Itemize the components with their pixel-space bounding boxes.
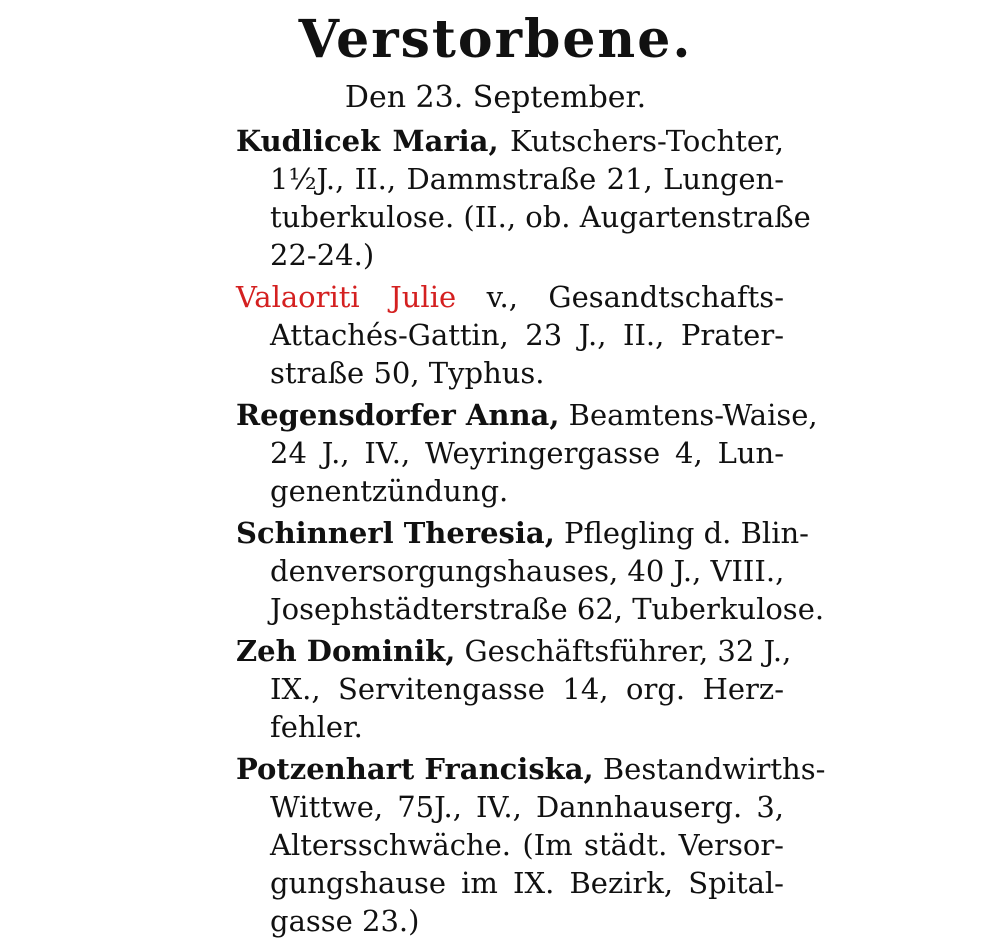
entry-text: denversorgungshauses, 40 J., VIII., (270, 554, 785, 588)
entry-continuation-line (236, 708, 784, 746)
highlighted-deceased-name: Valaoriti Julie (236, 280, 457, 314)
entry-first-line (236, 278, 784, 316)
entry-text: IX., Servitengasse 14, org. Herz- (270, 672, 784, 706)
entry-continuation-line (236, 354, 784, 392)
entry-text: fehler. (270, 710, 363, 744)
entry-text: Attachés-Gattin, 23 J., II., Prater- (270, 318, 784, 352)
deceased-name: Kudlicek Maria, (236, 124, 499, 158)
entry-continuation-line (236, 902, 784, 940)
entry-first-line (236, 396, 818, 434)
deceased-name: Regensdorfer Anna, (236, 398, 560, 432)
death-notice-entry (236, 396, 818, 510)
entry-text: straße 50, Typhus. (270, 356, 545, 390)
entry-text: Kutschers-Tochter, (498, 124, 784, 158)
entry-text: Altersschwäche. (Im städt. Versor- (270, 828, 784, 862)
entry-first-line (236, 122, 784, 160)
deceased-name: Zeh Dominik, (236, 634, 456, 668)
entry-continuation-line (236, 316, 784, 354)
entry-continuation-line (236, 472, 784, 510)
entry-text: 22-24.) (270, 238, 375, 272)
death-notice-entry (236, 750, 826, 940)
entry-first-line (236, 750, 826, 788)
death-notice-entry (236, 514, 825, 628)
death-notice-list (236, 122, 826, 944)
entry-text: Josephstädterstraße 62, Tuberkulose. (270, 592, 825, 626)
entry-continuation-line (236, 590, 825, 628)
entry-text: 1½J., II., Dammstraße 21, Lungen- (270, 162, 784, 196)
death-notice-entry (236, 632, 792, 746)
entry-continuation-line (236, 236, 784, 274)
deceased-name: Schinnerl Theresia, (236, 516, 555, 550)
death-notice-entry (236, 278, 784, 392)
entry-first-line (236, 632, 792, 670)
entry-text: gungshause im IX. Bezirk, Spital- (270, 866, 784, 900)
entry-text: Wittwe, 75J., IV., Dannhauserg. 3, (270, 790, 784, 824)
entry-continuation-line (236, 864, 784, 902)
entry-continuation-line (236, 826, 784, 864)
deceased-name: Potzenhart Franciska, (236, 752, 594, 786)
death-notice-entry (236, 122, 811, 274)
date-line: Den 23. September. (344, 80, 647, 115)
entry-text: v., Gesandtschafts- (456, 280, 784, 314)
entry-continuation-line (236, 434, 784, 472)
entry-continuation-line (236, 198, 811, 236)
entry-text: gasse 23.) (270, 904, 420, 938)
entry-continuation-line (236, 160, 784, 198)
entry-text: Pflegling d. Blin- (554, 516, 809, 550)
entry-continuation-line (236, 670, 784, 708)
entry-text: Geschäftsführer, 32 J., (455, 634, 792, 668)
entry-text: Bestandwirths- (593, 752, 826, 786)
entry-text: genentzündung. (270, 474, 509, 508)
entry-continuation-line (236, 788, 784, 826)
entry-continuation-line (236, 552, 784, 590)
entry-first-line (236, 514, 809, 552)
entry-text: Beamtens-Waise, (559, 398, 818, 432)
entry-text: 24 J., IV., Weyringergasse 4, Lun- (270, 436, 784, 470)
section-heading: Verstorbene. (298, 9, 693, 70)
entry-text: tuberkulose. (II., ob. Augartenstraße (270, 200, 811, 234)
